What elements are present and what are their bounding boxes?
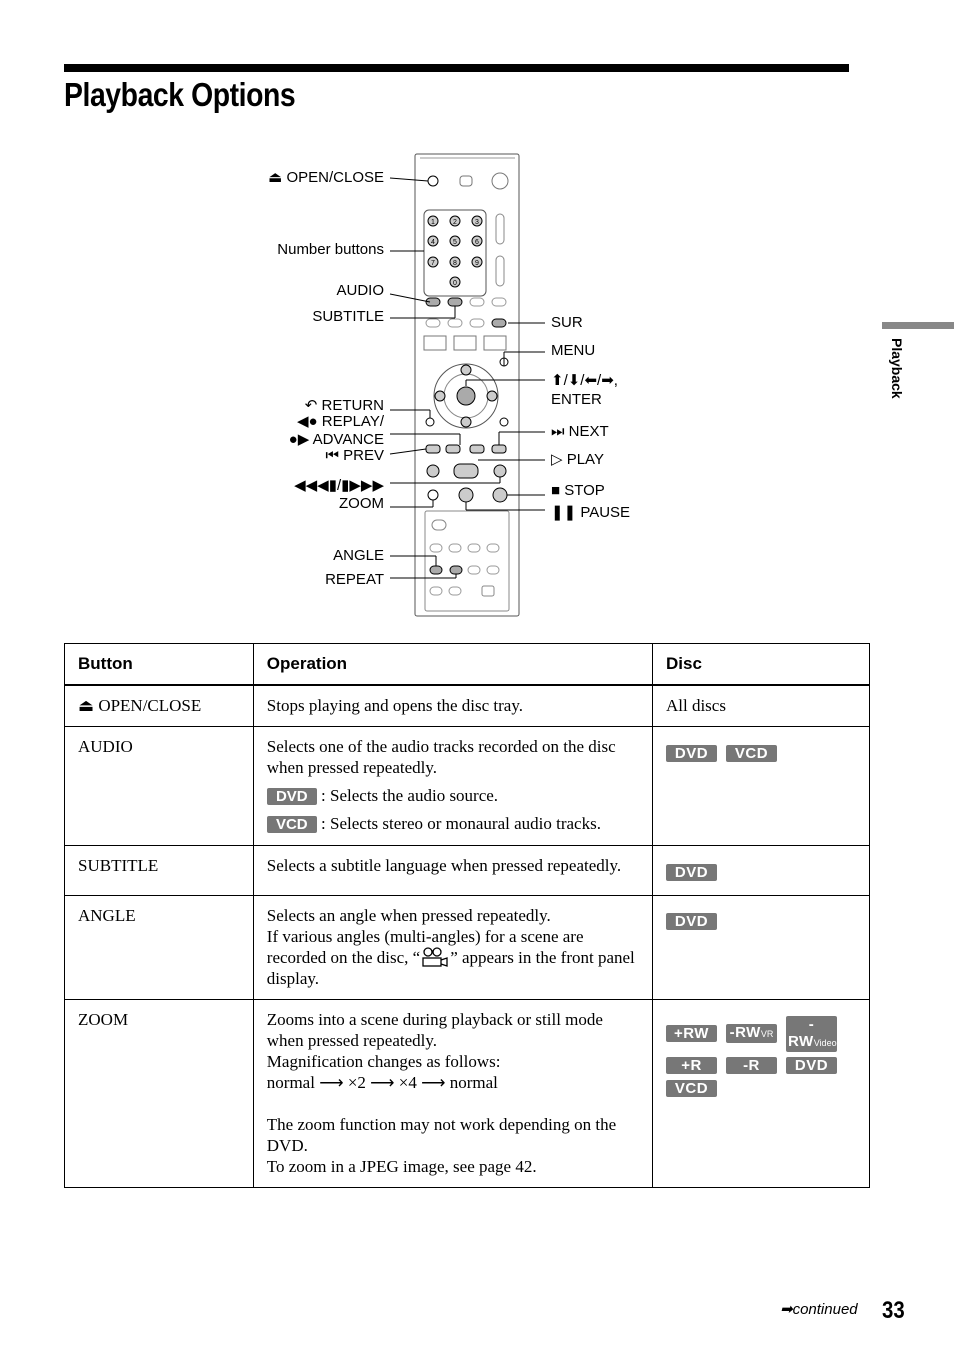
remote-label-scan: ◀◀◀▮/▮▶▶▶ (294, 477, 384, 494)
cell-operation: Selects one of the audio tracks recorded on the disc when pressed repeatedly. DVD : Selects the audio source. VCD : Selects stereo or monaural audio tracks. (253, 727, 652, 846)
table-row (65, 895, 870, 999)
cell-button: SUBTITLE (65, 846, 254, 896)
cell-button: ANGLE (65, 895, 254, 999)
remote-label-audio: AUDIO (336, 282, 384, 299)
svg-text:5: 5 (453, 239, 457, 246)
minus-rw-video-badge: -RWVideo (787, 1015, 837, 1050)
table-row (65, 685, 870, 727)
svg-text:3: 3 (475, 219, 479, 226)
dvd-badge: DVD (666, 745, 717, 762)
arrow-icon: ⟶ (319, 1072, 344, 1092)
remote-label-number-buttons: Number buttons (277, 241, 384, 258)
table-header-row (65, 644, 870, 686)
page-number: 33 (882, 1297, 905, 1324)
remote-label-stop: ■ STOP (551, 482, 605, 499)
remote-label-return: ↶ RETURN (304, 397, 384, 414)
dvd-badge: DVD (666, 913, 717, 930)
remote-label-advance: ●▶ ADVANCE (288, 431, 384, 448)
svg-text:4: 4 (431, 239, 435, 246)
table-row (65, 846, 870, 896)
table-row (65, 727, 870, 846)
plus-rw-badge: +RW (666, 1025, 717, 1042)
vcd-badge: VCD (726, 745, 777, 762)
remote-label-pause: ❚❚ PAUSE (551, 504, 631, 521)
vcd-badge: VCD (666, 1080, 717, 1097)
remote-label-play: ▷ PLAY (551, 451, 604, 468)
plus-r-badge: +R (666, 1057, 717, 1074)
remote-label-arrows: ⬆/⬇/⬅/➡, (551, 372, 618, 389)
dvd-badge: DVD (666, 864, 717, 881)
svg-text:0: 0 (453, 280, 457, 287)
dvd-badge: DVD (786, 1057, 837, 1074)
table-row (65, 999, 870, 1187)
cell-button: ZOOM (65, 999, 254, 1187)
header-operation: Operation (253, 644, 652, 686)
arrow-right-icon: ➡ (780, 1301, 793, 1318)
svg-text:6: 6 (475, 239, 479, 246)
header-button: Button (65, 644, 254, 686)
eject-icon: ⏏ (78, 696, 99, 715)
arrow-icon: ⟶ (421, 1072, 446, 1092)
minus-r-badge: -R (726, 1057, 777, 1074)
svg-text:8: 8 (453, 260, 457, 267)
title-rule (64, 64, 849, 72)
remote-label-subtitle: SUBTITLE (312, 308, 384, 325)
remote-label-open-close: ⏏ OPEN/CLOSE (268, 169, 384, 186)
svg-text:2: 2 (453, 219, 457, 226)
arrow-icon: ⟶ (370, 1072, 395, 1092)
section-tab-bar (882, 322, 954, 329)
remote-label-menu: MENU (551, 342, 596, 359)
vcd-badge: VCD (267, 816, 317, 833)
remote-label-zoom: ZOOM (339, 495, 384, 512)
remote-label-repeat: REPEAT (325, 571, 384, 588)
cell-operation: Zooms into a scene during playback or still mode when pressed repeatedly. Magnification changes as follows: normal ⟶ ×2 ⟶ ×4 ⟶ normal The zoom function may not work depending on the DVD. To zoom in a JPEG image, see page 42. (253, 999, 652, 1187)
svg-text:9: 9 (475, 260, 479, 267)
cell-operation: Stops playing and opens the disc tray. (253, 685, 652, 727)
svg-text:7: 7 (431, 260, 435, 267)
remote-label-prev: ⏮ PREV (325, 447, 384, 464)
svg-text:1: 1 (431, 219, 435, 226)
continued-note: ➡continued (780, 1301, 858, 1318)
cell-operation: Selects a subtitle language when pressed repeatedly. (253, 846, 652, 896)
remote-label-angle: ANGLE (333, 547, 384, 564)
cell-button: ⏏ OPEN/CLOSE (65, 685, 254, 727)
multi-angle-icon (420, 947, 450, 967)
cell-disc (652, 727, 869, 846)
cell-operation: Selects an angle when pressed repeatedly. If various angles (multi-angles) for a scene are recorded on the disc, “ ” appears in the front panel display. (253, 895, 652, 999)
dvd-badge: DVD (267, 788, 317, 805)
remote-control-diagram (260, 148, 660, 623)
header-disc: Disc (652, 644, 869, 686)
remote-label-replay: ◀● REPLAY/ (296, 413, 384, 430)
section-tab (887, 338, 907, 408)
playback-options-table (64, 643, 870, 1188)
cell-button: AUDIO (65, 727, 254, 846)
section-tab-label: Playback (889, 338, 905, 399)
remote-label-enter: ENTER (551, 391, 602, 408)
remote-label-sur: SUR (551, 314, 583, 331)
remote-label-next: ⏭ NEXT (551, 423, 609, 440)
minus-rw-vr-badge: -RWVR (726, 1024, 777, 1043)
page-title: Playback Options (64, 76, 296, 113)
cell-disc (652, 999, 869, 1187)
cell-disc (652, 846, 869, 896)
cell-disc (652, 895, 869, 999)
cell-disc: All discs (652, 685, 869, 727)
